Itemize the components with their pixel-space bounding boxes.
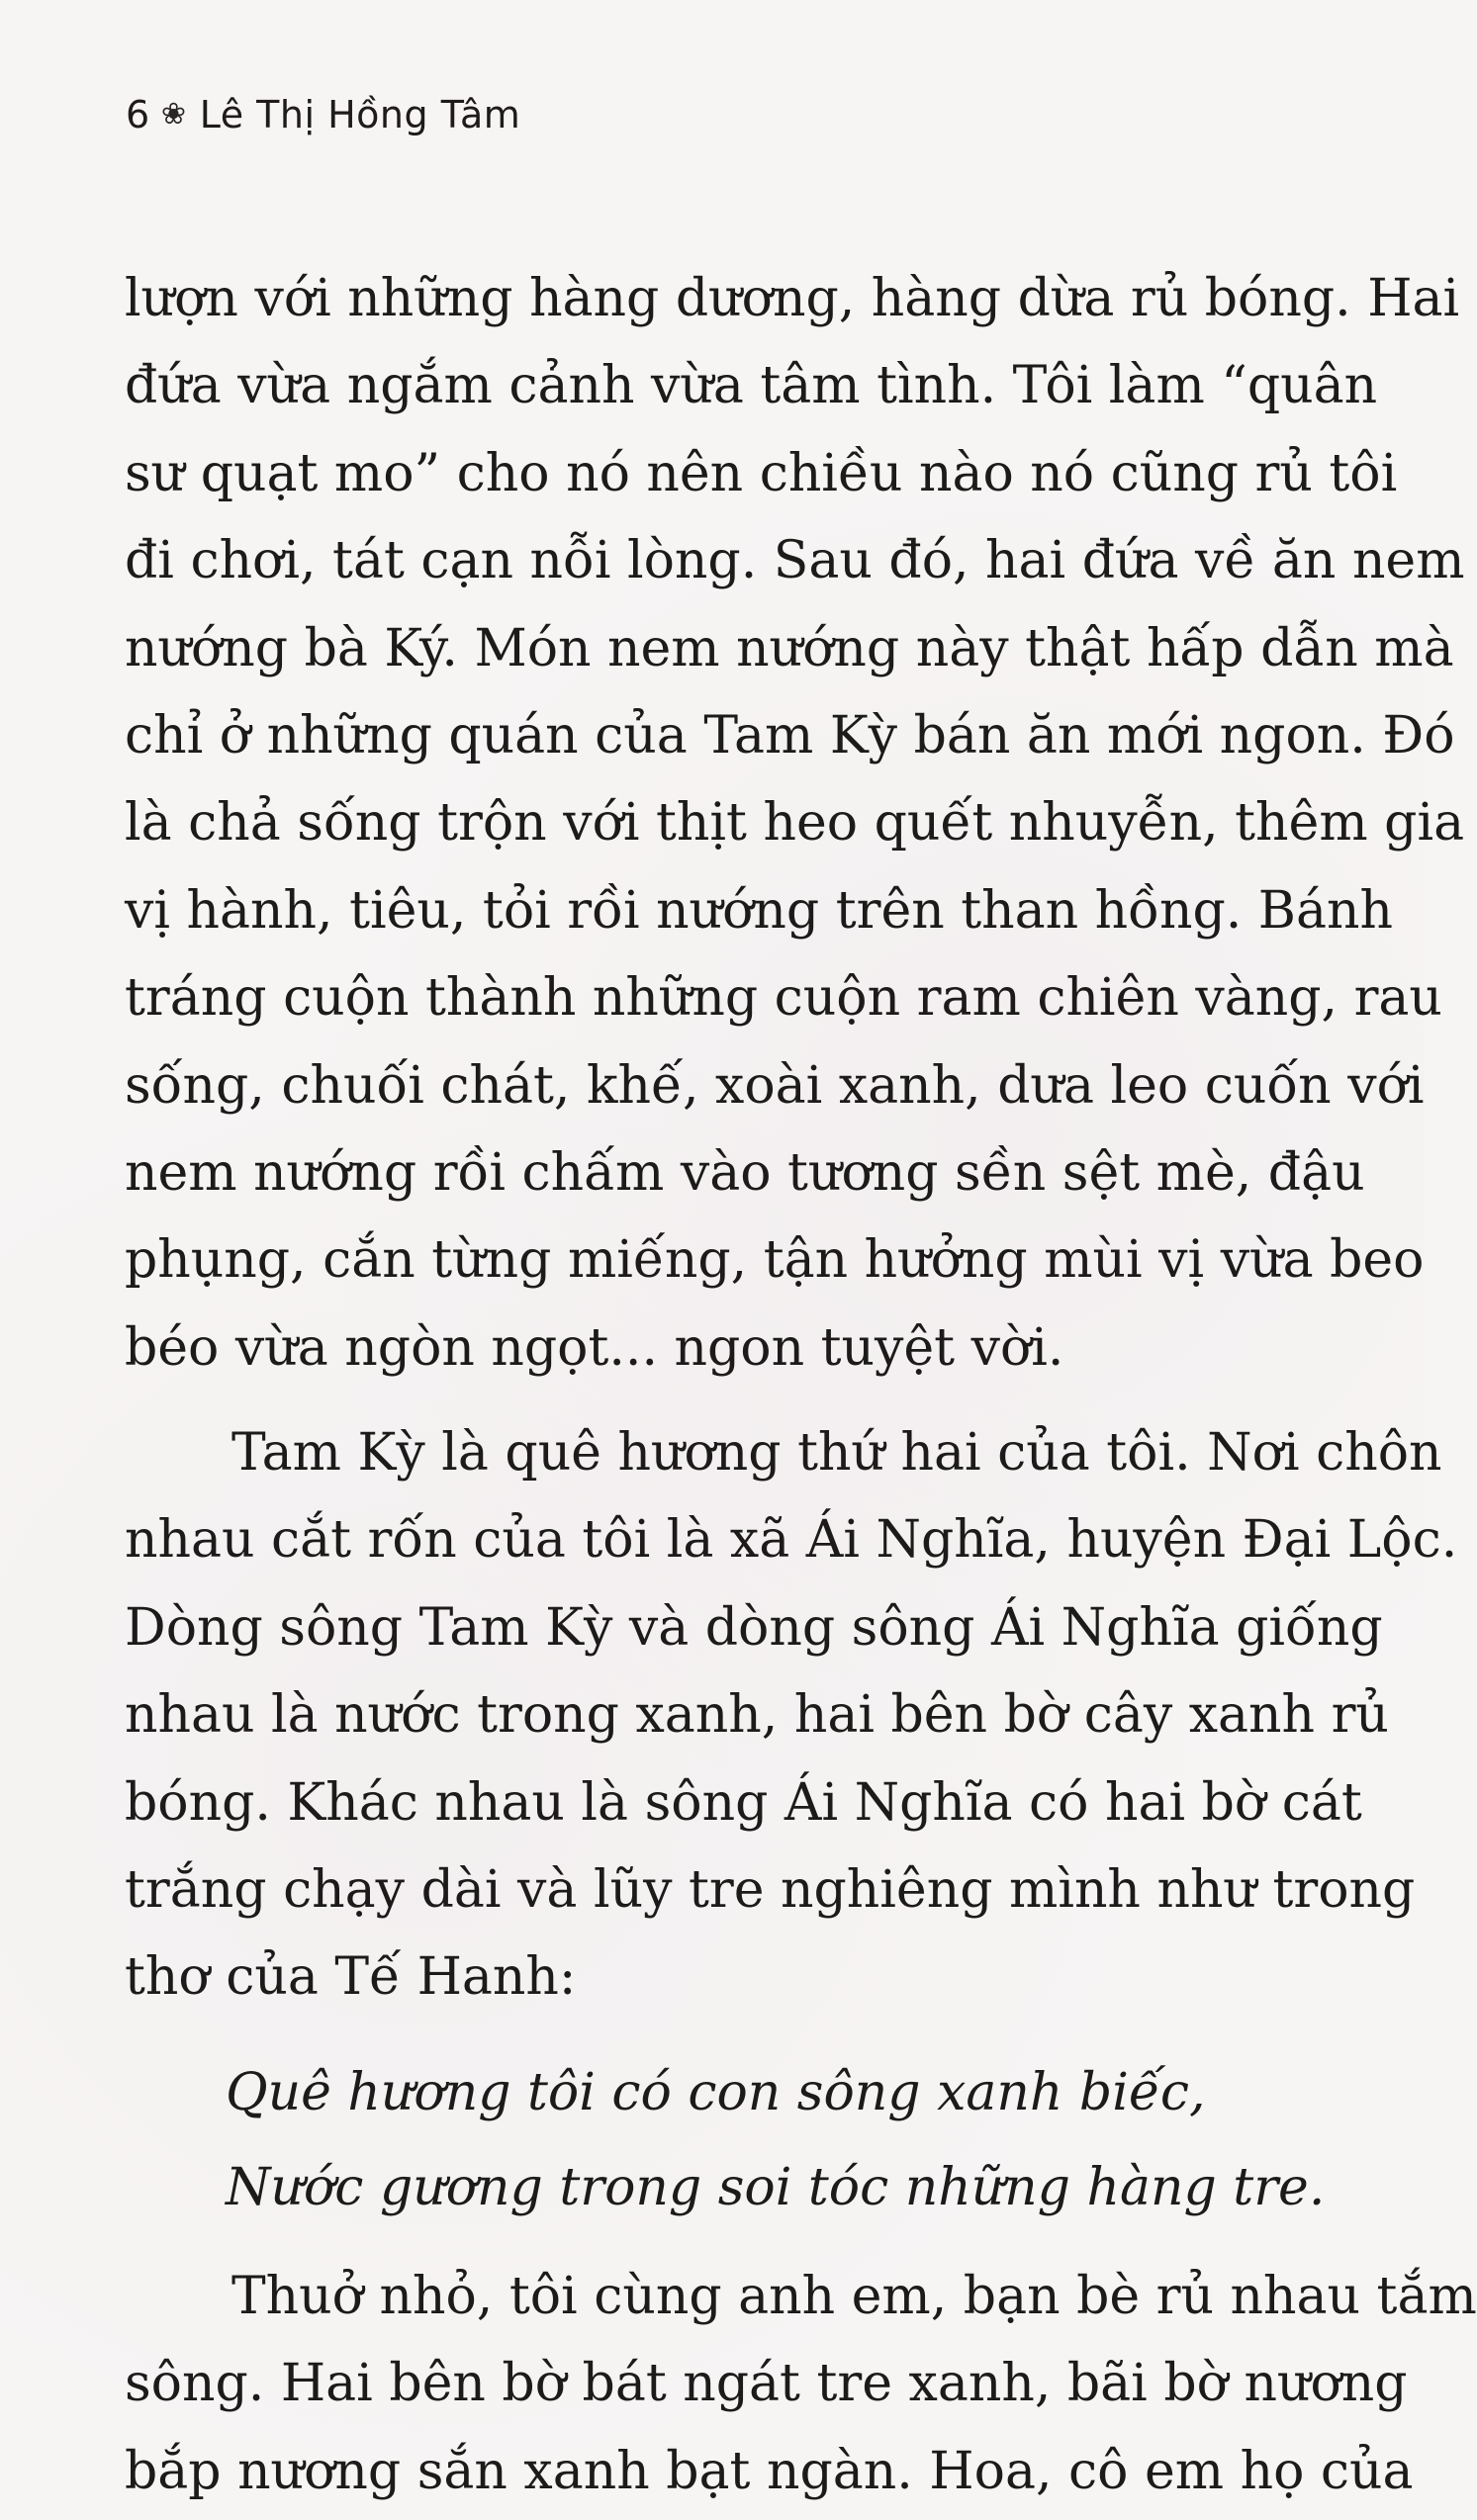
text-line-12: phụng, cắn từng miếng, tận hưởng mùi vị vừa beo bbox=[125, 1230, 1425, 1291]
poem-excerpt bbox=[125, 2045, 1345, 2235]
text-line-9: tráng cuộn thành những cuộn ram chiên vàng, rau bbox=[125, 968, 1442, 1029]
text-line-4: đi chơi, tát cạn nỗi lòng. Sau đó, hai đứa về ăn nem bbox=[125, 531, 1465, 591]
text-line-23: bắp nương sắn xanh bạt ngàn. Hoa, cô em họ của bbox=[125, 2441, 1414, 2501]
poem-line-1: Quê hương tôi có con sông xanh biếc, bbox=[226, 2062, 1206, 2122]
text-line-11: nem nướng rồi chấm vào tương sền sệt mè, đậu bbox=[125, 1142, 1365, 1203]
text-line-1: lượn với những hàng dương, hàng dừa rủ bóng. Hai bbox=[125, 269, 1460, 328]
paragraph-1 bbox=[125, 255, 1465, 1392]
text-line-13: béo vừa ngòn ngọt... ngon tuyệt vời. bbox=[125, 1317, 1064, 1378]
text-line-20: thơ của Tế Hanh: bbox=[125, 1947, 577, 2008]
text-line-3: sư quạt mo” cho nó nên chiều nào nó cũng rủ tôi bbox=[125, 443, 1398, 503]
body-text bbox=[125, 255, 1477, 2515]
text-line-2: đứa vừa ngắm cảnh vừa tâm tình. Tôi làm “quân bbox=[125, 356, 1378, 416]
text-line-18: bóng. Khác nhau là sông Ái Nghĩa có hai bờ cát bbox=[125, 1772, 1362, 1833]
text-line-16: Dòng sông Tam Kỳ và dòng sông Ái Nghĩa giống bbox=[125, 1597, 1383, 1658]
text-line-8: vị hành, tiêu, tỏi rồi nướng trên than hồng. Bánh bbox=[125, 880, 1393, 941]
paragraph-spacing bbox=[125, 1392, 1345, 1409]
flower-icon: ❀ bbox=[160, 97, 187, 132]
text-line-21: Thuở nhỏ, tôi cùng anh em, bạn bè rủ nhau tắm bbox=[231, 2266, 1477, 2326]
text-line-17: nhau là nước trong xanh, hai bên bờ cây xanh rủ bbox=[125, 1685, 1389, 1746]
paragraph-2 bbox=[125, 1409, 1458, 2022]
text-line-7: là chả sống trộn với thịt heo quết nhuyễn, thêm gia bbox=[125, 793, 1465, 854]
text-line-22: sông. Hai bên bờ bát ngát tre xanh, bãi bờ nương bbox=[125, 2354, 1408, 2414]
text-line-5: nướng bà Ký. Món nem nướng này thật hấp dẫn mà bbox=[125, 618, 1454, 678]
text-line-6: chỉ ở những quán của Tam Kỳ bán ăn mới ngon. Đó bbox=[125, 705, 1455, 765]
running-header bbox=[126, 91, 520, 138]
text-line-14: Tam Kỳ là quê hương thứ hai của tôi. Nơi chôn bbox=[231, 1423, 1442, 1484]
page-number: 6 bbox=[126, 93, 150, 136]
text-line-10: sống, chuối chát, khế, xoài xanh, dưa leo cuốn với bbox=[125, 1055, 1425, 1116]
paragraph-3 bbox=[125, 2253, 1477, 2515]
text-line-19: trắng chạy dài và lũy tre nghiêng mình như trong bbox=[125, 1860, 1416, 1921]
author-name: Lê Thị Hồng Tâm bbox=[199, 93, 521, 136]
poem-line-2: Nước gương trong soi tóc những hàng tre. bbox=[226, 2157, 1326, 2217]
text-line-15: nhau cắt rốn của tôi là xã Ái Nghĩa, huyện Đại Lộc. bbox=[125, 1510, 1458, 1571]
